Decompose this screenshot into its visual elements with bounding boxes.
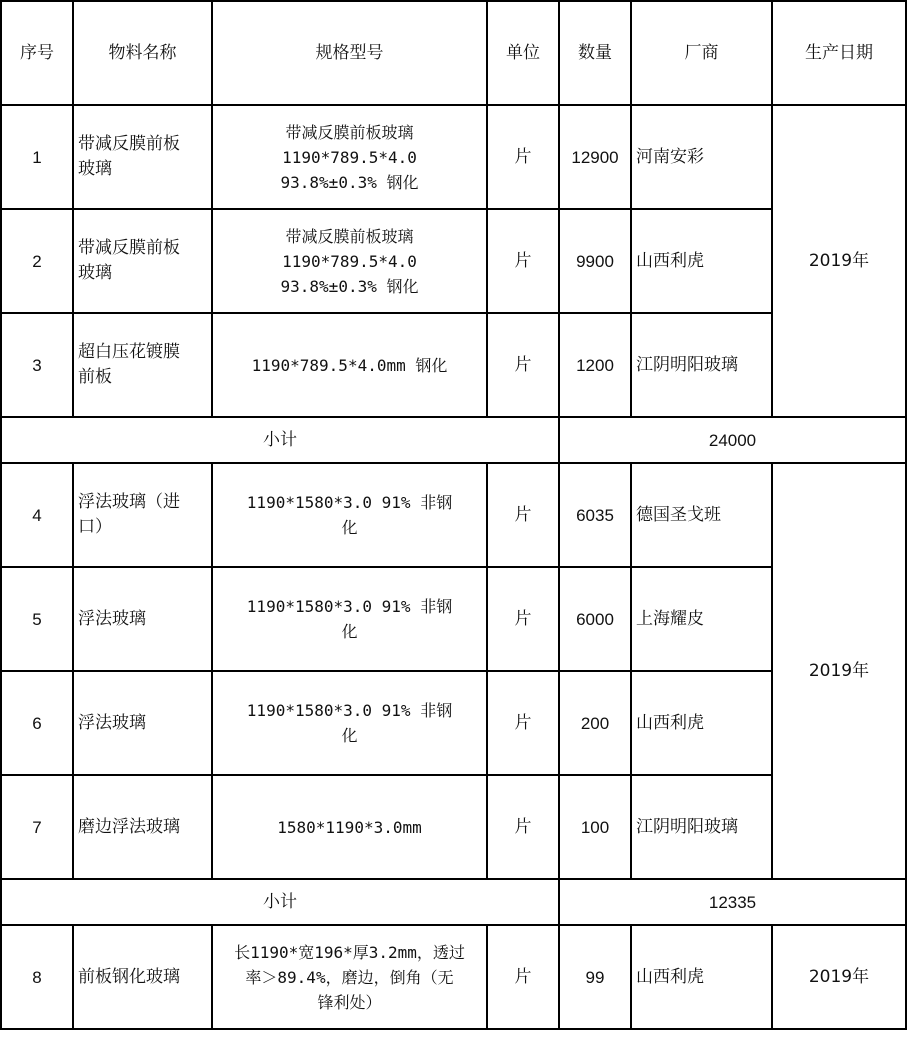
row-name: 浮法玻璃 (73, 671, 212, 775)
row-unit: 片 (487, 671, 559, 775)
row-name: 带减反膜前板 玻璃 (73, 105, 212, 209)
row-unit: 片 (487, 567, 559, 671)
row-unit: 片 (487, 925, 559, 1029)
row-spec: 1190*1580*3.0 91% 非钢 化 (212, 567, 487, 671)
row-name: 浮法玻璃 (73, 567, 212, 671)
row-qty: 6000 (559, 567, 631, 671)
row-vendor: 江阴明阳玻璃 (631, 775, 772, 879)
row-no: 3 (1, 313, 73, 417)
table-row (1, 313, 906, 417)
header-cell-spec: 规格型号 (212, 1, 487, 105)
row-vendor: 山西利虎 (631, 925, 772, 1029)
row-unit: 片 (487, 209, 559, 313)
row-unit: 片 (487, 313, 559, 417)
row-vendor: 上海耀皮 (631, 567, 772, 671)
row-name: 带减反膜前板 玻璃 (73, 209, 212, 313)
header-cell-vendor: 厂商 (631, 1, 772, 105)
group-date: 2019年 (772, 463, 906, 879)
row-no: 5 (1, 567, 73, 671)
header-cell-unit: 单位 (487, 1, 559, 105)
header-cell-qty: 数量 (559, 1, 631, 105)
row-qty: 1200 (559, 313, 631, 417)
row-vendor: 德国圣戈班 (631, 463, 772, 567)
row-name: 磨边浮法玻璃 (73, 775, 212, 879)
table-row (1, 925, 906, 1029)
subtotal-value: 12335 (559, 879, 906, 925)
row-spec: 1190*1580*3.0 91% 非钢 化 (212, 671, 487, 775)
table-row (1, 567, 906, 671)
row-vendor: 河南安彩 (631, 105, 772, 209)
row-name: 超白压花镀膜 前板 (73, 313, 212, 417)
row-name: 前板钢化玻璃 (73, 925, 212, 1029)
row-qty: 200 (559, 671, 631, 775)
row-qty: 99 (559, 925, 631, 1029)
row-qty: 100 (559, 775, 631, 879)
row-no: 4 (1, 463, 73, 567)
header-row (1, 1, 906, 105)
row-name: 浮法玻璃（进 口） (73, 463, 212, 567)
row-spec: 长1190*宽196*厚3.2mm，透过 率＞89.4%，磨边，倒角（无 锋利处） (212, 925, 487, 1029)
table-row (1, 209, 906, 313)
header-cell-date: 生产日期 (772, 1, 906, 105)
row-no: 6 (1, 671, 73, 775)
row-no: 1 (1, 105, 73, 209)
row-qty: 12900 (559, 105, 631, 209)
group-date: 2019年 (772, 925, 906, 1029)
row-no: 7 (1, 775, 73, 879)
row-vendor: 山西利虎 (631, 671, 772, 775)
row-vendor: 山西利虎 (631, 209, 772, 313)
row-spec: 1190*1580*3.0 91% 非钢 化 (212, 463, 487, 567)
subtotal-row (1, 417, 906, 463)
table-row (1, 775, 906, 879)
subtotal-row (1, 879, 906, 925)
subtotal-label: 小计 (1, 879, 559, 925)
header-cell-no: 序号 (1, 1, 73, 105)
row-spec: 带减反膜前板玻璃 1190*789.5*4.0 93.8%±0.3% 钢化 (212, 209, 487, 313)
group-date: 2019年 (772, 105, 906, 417)
row-spec: 1190*789.5*4.0mm 钢化 (212, 313, 487, 417)
table-row (1, 671, 906, 775)
row-unit: 片 (487, 775, 559, 879)
row-unit: 片 (487, 463, 559, 567)
row-no: 2 (1, 209, 73, 313)
table-row (1, 105, 906, 209)
row-vendor: 江阴明阳玻璃 (631, 313, 772, 417)
row-qty: 6035 (559, 463, 631, 567)
row-unit: 片 (487, 105, 559, 209)
subtotal-value: 24000 (559, 417, 906, 463)
row-spec: 带减反膜前板玻璃 1190*789.5*4.0 93.8%±0.3% 钢化 (212, 105, 487, 209)
row-qty: 9900 (559, 209, 631, 313)
header-cell-name: 物料名称 (73, 1, 212, 105)
row-spec: 1580*1190*3.0mm (212, 775, 487, 879)
table-row (1, 463, 906, 567)
subtotal-label: 小计 (1, 417, 559, 463)
row-no: 8 (1, 925, 73, 1029)
